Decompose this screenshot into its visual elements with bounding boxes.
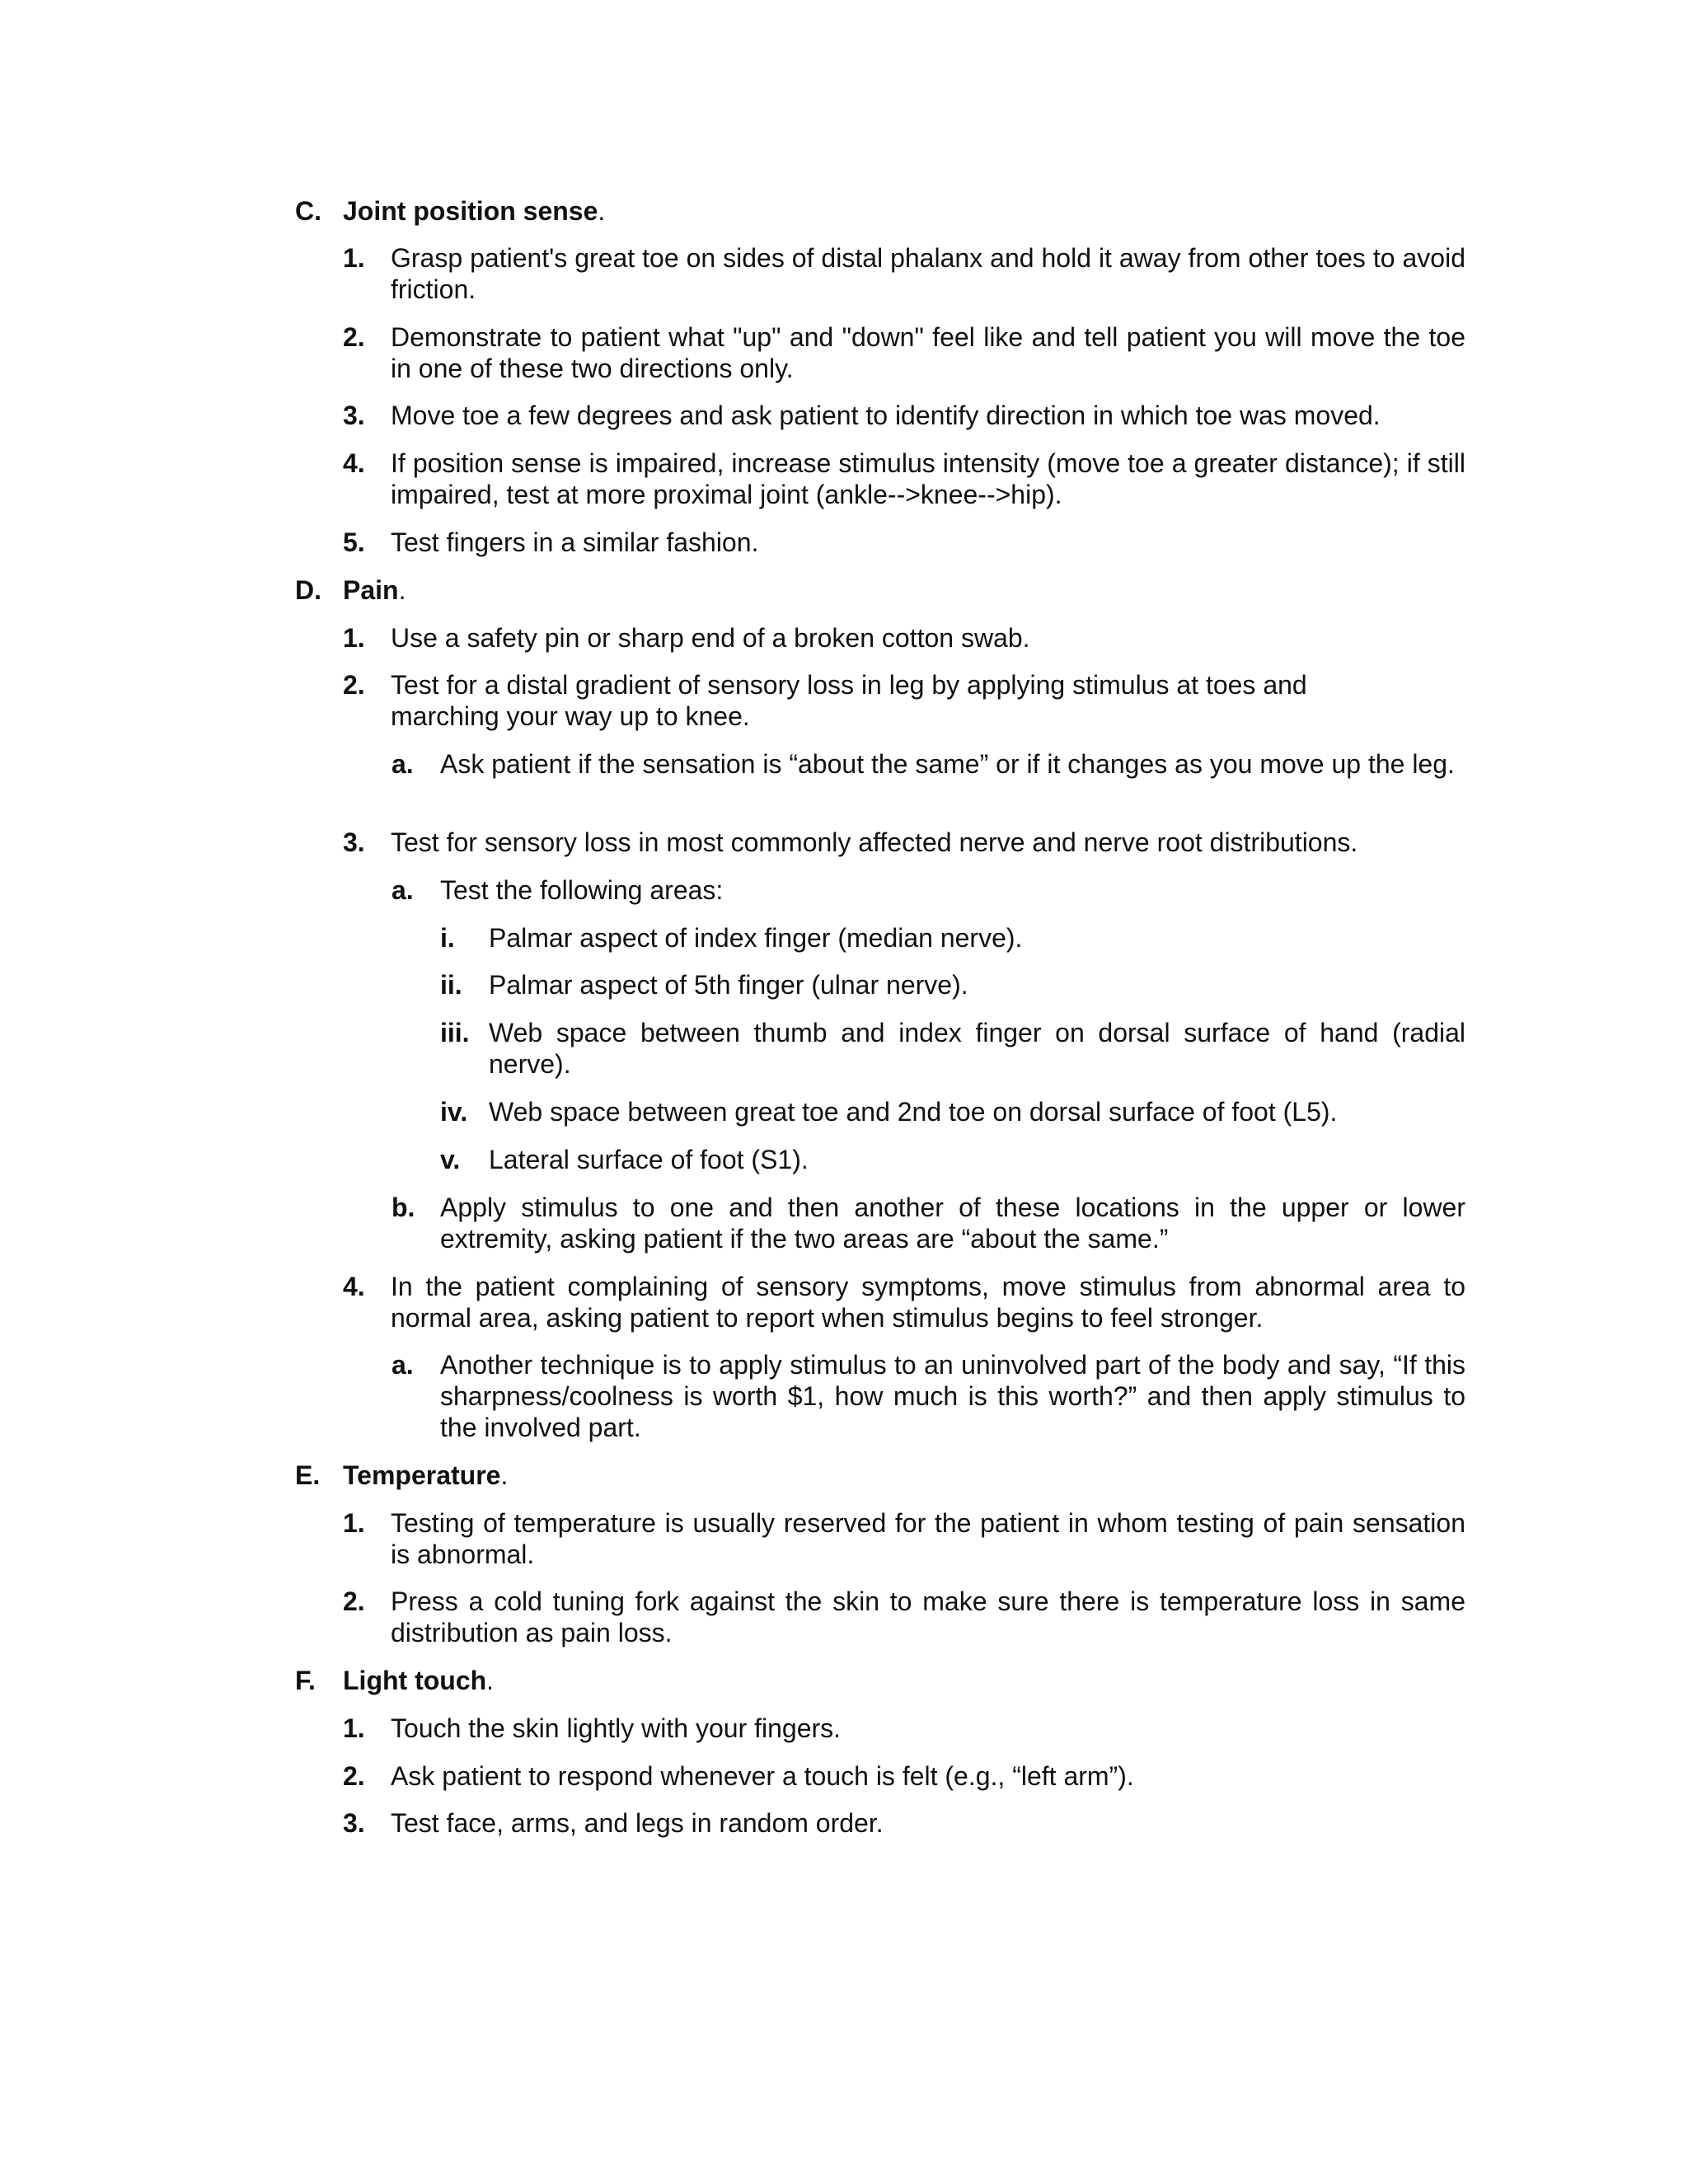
item-number: 2. [343,322,365,352]
section-title: Temperature [343,1460,501,1490]
subsubitem-numeral: i. [440,923,455,953]
subsubitem-text: Web space between thumb and index finger on dorsal surface of hand (radial nerve). [489,1018,1465,1079]
item-number: 1. [343,623,365,653]
subsubitem-text: Lateral surface of foot (S1). [489,1145,809,1174]
item-text: Testing of temperature is usually reserved for the patient in whom testing of pain sensation is abnormal. [391,1508,1465,1569]
item-number: 1. [343,243,365,273]
subsubitem-numeral: iv. [440,1097,468,1127]
item-number: 2. [343,1586,365,1616]
section-label: E. [295,1460,321,1490]
subitem-text: Another technique is to apply stimulus to an uninvolved part of the body and say, “If this sharpness/coolness is worth $1, how much is this worth?” and then apply stimulus to the involved part. [440,1350,1465,1442]
section-title-period: . [500,1460,509,1490]
section-title-period: . [598,196,606,226]
subitem-text: Test the following areas: [440,875,724,905]
section-title: Pain [343,575,399,605]
item-text: Touch the skin lightly with your fingers. [391,1713,842,1743]
section-label: F. [295,1666,316,1695]
section-title-period: . [486,1666,495,1695]
item-number: 2. [343,670,365,700]
item-number: 5. [343,527,365,557]
item-number: 2. [343,1761,365,1791]
item-text: Test face, arms, and legs in random order. [391,1808,884,1838]
section-label: D. [295,575,321,605]
item-number: 3. [343,1808,365,1838]
item-number: 3. [343,401,365,430]
section-title-text [343,1665,1465,1696]
section-title-text [343,195,1465,227]
item-text: Test for sensory loss in most commonly affected nerve and nerve root distributions. [391,827,1358,857]
section-title-period: . [398,575,406,605]
subsubitem-text: Palmar aspect of 5th finger (ulnar nerve). [489,970,968,1000]
item-text: Ask patient to respond whenever a touch is felt (e.g., “left arm”). [391,1761,1134,1791]
item-number: 4. [343,448,365,478]
item-text: If position sense is impaired, increase stimulus intensity (move toe a greater distance); if still impaired, test at more proximal joint (ankle-->knee-->hip). [391,448,1465,509]
item-text: Use a safety pin or sharp end of a broken cotton swab. [391,623,1030,653]
subsubitem-text: Palmar aspect of index finger (median nerve). [489,923,1023,953]
item-text: Move toe a few degrees and ask patient to identify direction in which toe was moved. [391,401,1381,430]
subitem-letter: a. [392,1350,414,1380]
item-text: Test for a distal gradient of sensory loss in leg by applying stimulus at toes and marching your way up to knee. [391,670,1307,731]
item-text: Demonstrate to patient what "up" and "down" feel like and tell patient you will move the toe in one of these two directions only. [391,322,1465,383]
item-number: 1. [343,1508,365,1538]
subitem-letter: a. [392,749,414,779]
subitem-letter: b. [392,1193,415,1222]
subsubitem-numeral: iii. [440,1018,470,1047]
subsubitem-text: Web space between great toe and 2nd toe on dorsal surface of foot (L5). [489,1097,1338,1127]
subitem-text: Ask patient if the sensation is “about the same” or if it changes as you move up the leg. [440,749,1455,779]
subitem-text: Apply stimulus to one and then another of these locations in the upper or lower extremity, asking patient if the two areas are “about the same.” [440,1193,1465,1254]
item-number: 3. [343,827,365,857]
item-number: 4. [343,1272,365,1301]
section-label: C. [295,196,321,226]
section-title: Joint position sense [343,196,598,226]
section-title-text [343,1460,1465,1491]
item-text: Press a cold tuning fork against the skin to make sure there is temperature loss in same distribution as pain loss. [391,1586,1465,1647]
item-text: Test fingers in a similar fashion. [391,527,759,557]
item-number: 1. [343,1713,365,1743]
section-title-text [343,574,1465,606]
item-text: In the patient complaining of sensory symptoms, move stimulus from abnormal area to normal area, asking patient to report when stimulus begins to feel stronger. [391,1272,1465,1333]
subsubitem-numeral: ii. [440,970,462,1000]
subsubitem-numeral: v. [440,1145,461,1174]
item-text: Grasp patient's great toe on sides of distal phalanx and hold it away from other toes to avoid friction. [391,243,1465,304]
subitem-letter: a. [392,875,414,905]
section-title: Light touch [343,1666,487,1695]
